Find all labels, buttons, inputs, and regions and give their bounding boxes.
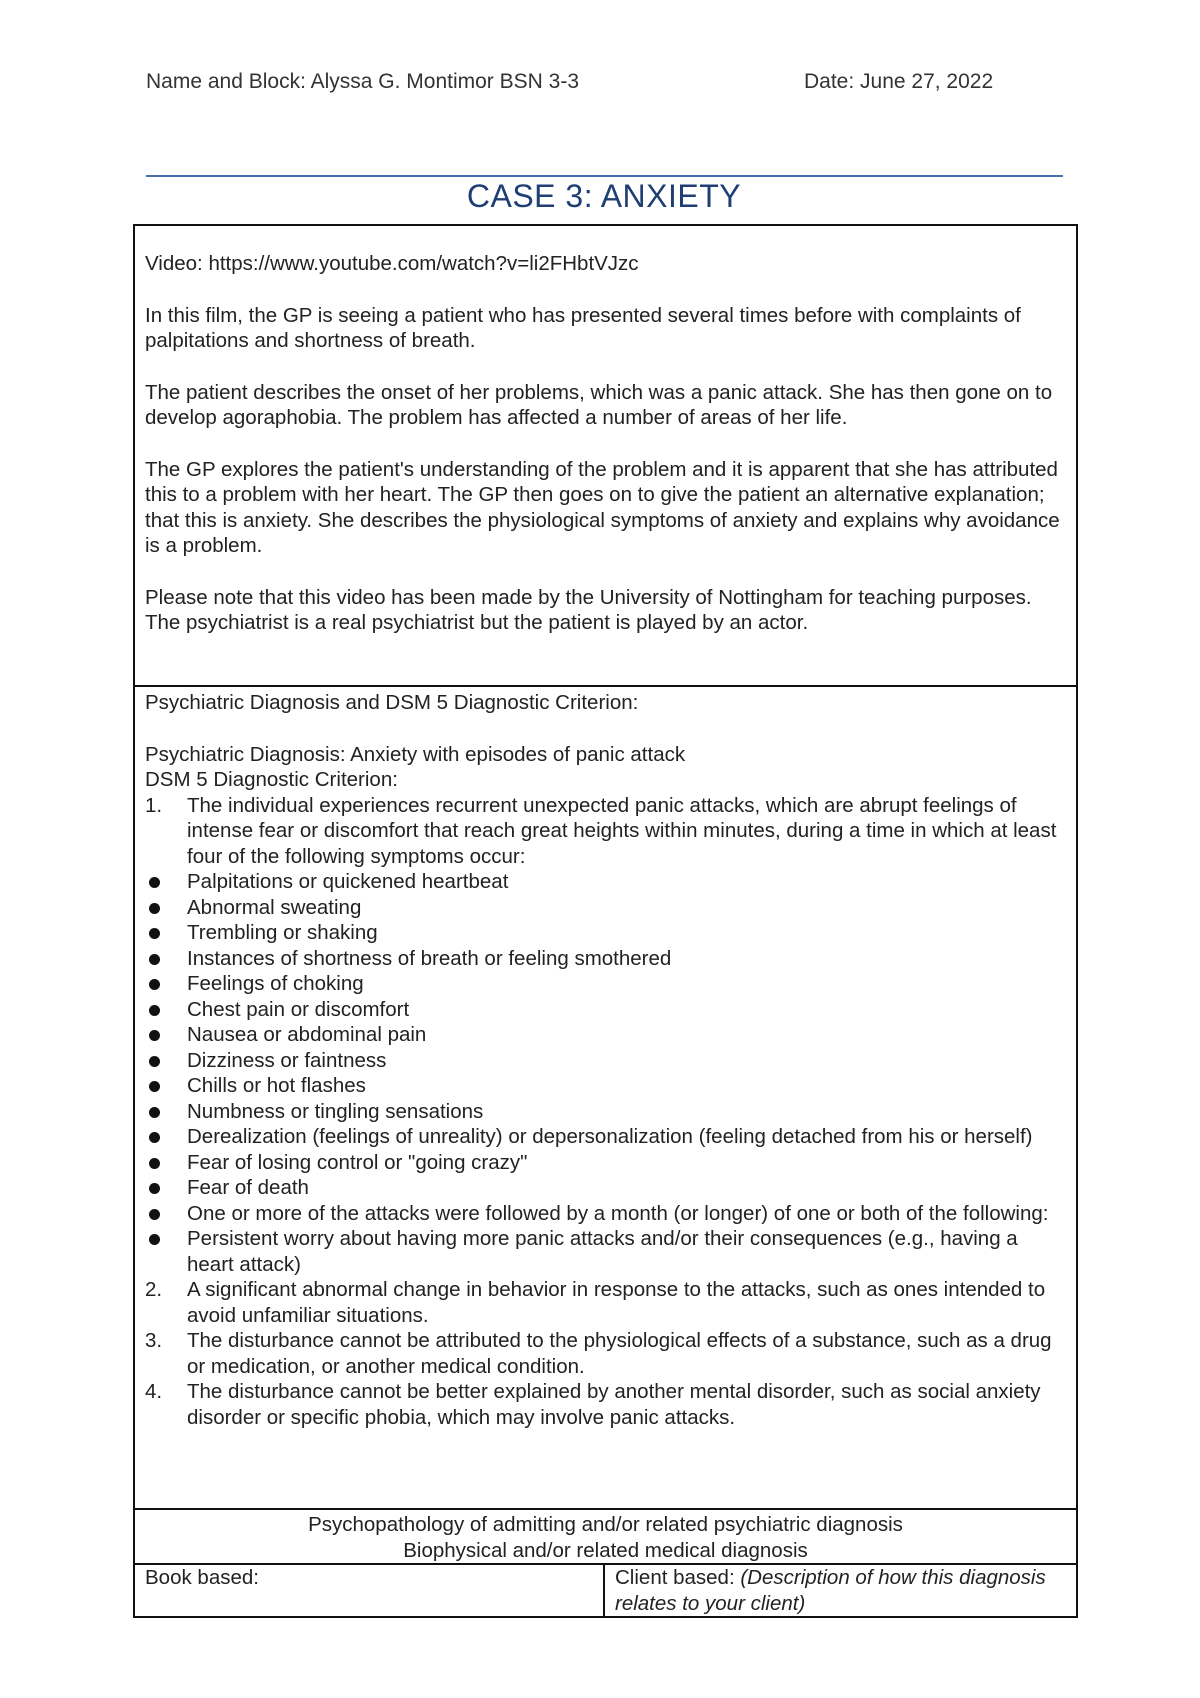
video-link[interactable]: Video: https://www.youtube.com/watch?v=li2FHbtVJzc xyxy=(145,252,639,275)
title-divider xyxy=(146,175,1063,177)
criterion-text: Numbness or tingling sensations xyxy=(187,1099,484,1123)
bullet-dot-icon xyxy=(149,1209,160,1220)
name-and-block: Name and Block: Alyssa G. Montimor BSN 3-3 xyxy=(146,70,579,93)
bullet-dot-icon xyxy=(149,877,160,888)
symptom-bullet-item xyxy=(145,1073,1066,1099)
diagnosis-row xyxy=(134,686,1077,1509)
psychopathology-line: Psychopathology of admitting and/or related psychiatric diagnosis xyxy=(308,1513,903,1536)
criterion-number: 2. xyxy=(145,1278,163,1301)
criterion-numbered-item xyxy=(145,793,1066,870)
book-based-label: Book based: xyxy=(145,1566,259,1589)
criterion-text: The disturbance cannot be better explained by another mental disorder, such as social anxiety disorder or specific phobia, which may involve panic attacks. xyxy=(187,1380,1041,1429)
bullet-dot-icon xyxy=(149,1158,160,1169)
criteria-list xyxy=(145,793,1066,1431)
bullet-dot-icon xyxy=(149,1081,160,1092)
bullet-dot-icon xyxy=(149,1183,160,1194)
symptom-bullet-item xyxy=(145,946,1066,972)
dsm-label: DSM 5 Diagnostic Criterion: xyxy=(145,768,398,791)
bullet-dot-icon xyxy=(149,979,160,990)
diagnosis-cell xyxy=(134,686,1077,1509)
criterion-text: Derealization (feelings of unreality) or depersonalization (feeling detached from his or herself) xyxy=(187,1125,1033,1148)
criterion-text: Persistent worry about having more panic attacks and/or their consequences (e.g., having a heart attack) xyxy=(187,1227,1018,1276)
book-based-cell xyxy=(134,1564,604,1617)
bullet-dot-icon xyxy=(149,1005,160,1016)
criterion-text: Abnormal sweating xyxy=(187,895,362,919)
bullet-dot-icon xyxy=(149,1030,160,1041)
bullet-dot-icon xyxy=(149,954,160,965)
criterion-text: Nausea or abdominal pain xyxy=(187,1023,427,1046)
bullet-dot-icon xyxy=(149,928,160,939)
criterion-numbered-item xyxy=(145,1328,1066,1379)
criterion-text: Chest pain or discomfort xyxy=(187,997,410,1021)
basis-row xyxy=(134,1564,1077,1617)
criterion-text: Fear of death xyxy=(187,1176,309,1199)
symptom-bullet-item xyxy=(145,1226,1066,1277)
criterion-text: The individual experiences recurrent unexpected panic attacks, which are abrupt feelings of intense fear or discomfort that reach great heights within minutes, during a time in which at least four of the following symptoms occur: xyxy=(187,793,1057,868)
bullet-dot-icon xyxy=(149,1234,160,1245)
client-based-label: Client based: xyxy=(615,1566,741,1589)
symptom-bullet-item xyxy=(145,920,1066,946)
criterion-text: The disturbance cannot be attributed to the physiological effects of a substance, such as a drug or medication, or another medical condition. xyxy=(187,1329,1052,1378)
psychopathology-row xyxy=(134,1509,1077,1564)
criterion-numbered-item xyxy=(145,1379,1066,1430)
symptom-bullet-item xyxy=(145,997,1066,1023)
bullet-dot-icon xyxy=(149,1132,160,1143)
intro-row xyxy=(134,225,1077,686)
criterion-text: A significant abnormal change in behavior in response to the attacks, such as ones intended to avoid unfamiliar situations. xyxy=(187,1278,1046,1327)
intro-cell xyxy=(134,225,1077,686)
criterion-number: 1. xyxy=(145,793,163,817)
case-table xyxy=(133,224,1078,1618)
symptom-bullet-item xyxy=(145,1175,1066,1201)
client-based-note: (Description of how this diagnosis relates to your client) xyxy=(615,1566,1046,1615)
criterion-text: Chills or hot flashes xyxy=(187,1074,366,1097)
biophysical-line: Biophysical and/or related medical diagnosis xyxy=(403,1538,808,1562)
psychopathology-cell xyxy=(134,1509,1077,1564)
criterion-text: Dizziness or faintness xyxy=(187,1048,387,1072)
symptom-bullet-item xyxy=(145,1048,1066,1074)
criterion-number: 4. xyxy=(145,1380,163,1403)
bullet-dot-icon xyxy=(149,1056,160,1067)
criterion-numbered-item xyxy=(145,1277,1066,1328)
symptom-bullet-item xyxy=(145,1022,1066,1048)
intro-paragraph: The GP explores the patient's understanding of the problem and it is apparent that she has attributed this to a problem with her heart. The GP then goes on to give the patient an alternative explanation; that this is anxiety. She describes the physiological symptoms of anxiety and explains why avoidance is a problem. xyxy=(145,457,1060,557)
symptom-bullet-item xyxy=(145,895,1066,921)
symptom-bullet-item xyxy=(145,971,1066,997)
criterion-text: Feelings of choking xyxy=(187,972,364,995)
symptom-bullet-item xyxy=(145,1150,1066,1176)
symptom-bullet-item xyxy=(145,869,1066,895)
bullet-dot-icon xyxy=(149,1107,160,1118)
psychiatric-diagnosis: Psychiatric Diagnosis: Anxiety with episodes of panic attack xyxy=(145,742,686,766)
symptom-bullet-item xyxy=(145,1201,1066,1227)
document-date: Date: June 27, 2022 xyxy=(804,70,994,93)
case-title: CASE 3: ANXIETY xyxy=(466,178,742,214)
client-based-cell xyxy=(604,1564,1077,1617)
intro-paragraph: In this film, the GP is seeing a patient who has presented several times before with complaints of palpitations and shortness of breath. xyxy=(145,303,1021,352)
symptom-bullet-item xyxy=(145,1124,1066,1150)
bullet-dot-icon xyxy=(149,903,160,914)
intro-paragraph: Please note that this video has been made by the University of Nottingham for teaching purposes. The psychiatrist is a real psychiatrist but the patient is played by an actor. xyxy=(145,585,1032,634)
criterion-text: Fear of losing control or "going crazy" xyxy=(187,1150,528,1174)
criterion-text: One or more of the attacks were followed by a month (or longer) of one or both of the following: xyxy=(187,1201,1049,1225)
criterion-text: Instances of shortness of breath or feeling smothered xyxy=(187,946,672,970)
criterion-text: Trembling or shaking xyxy=(187,921,378,944)
criterion-text: Palpitations or quickened heartbeat xyxy=(187,870,509,893)
diagnosis-heading: Psychiatric Diagnosis and DSM 5 Diagnostic Criterion: xyxy=(145,691,639,714)
symptom-bullet-item xyxy=(145,1099,1066,1125)
criterion-number: 3. xyxy=(145,1329,163,1352)
intro-paragraph: The patient describes the onset of her problems, which was a panic attack. She has then gone on to develop agoraphobia. The problem has affected a number of areas of her life. xyxy=(145,380,1053,429)
